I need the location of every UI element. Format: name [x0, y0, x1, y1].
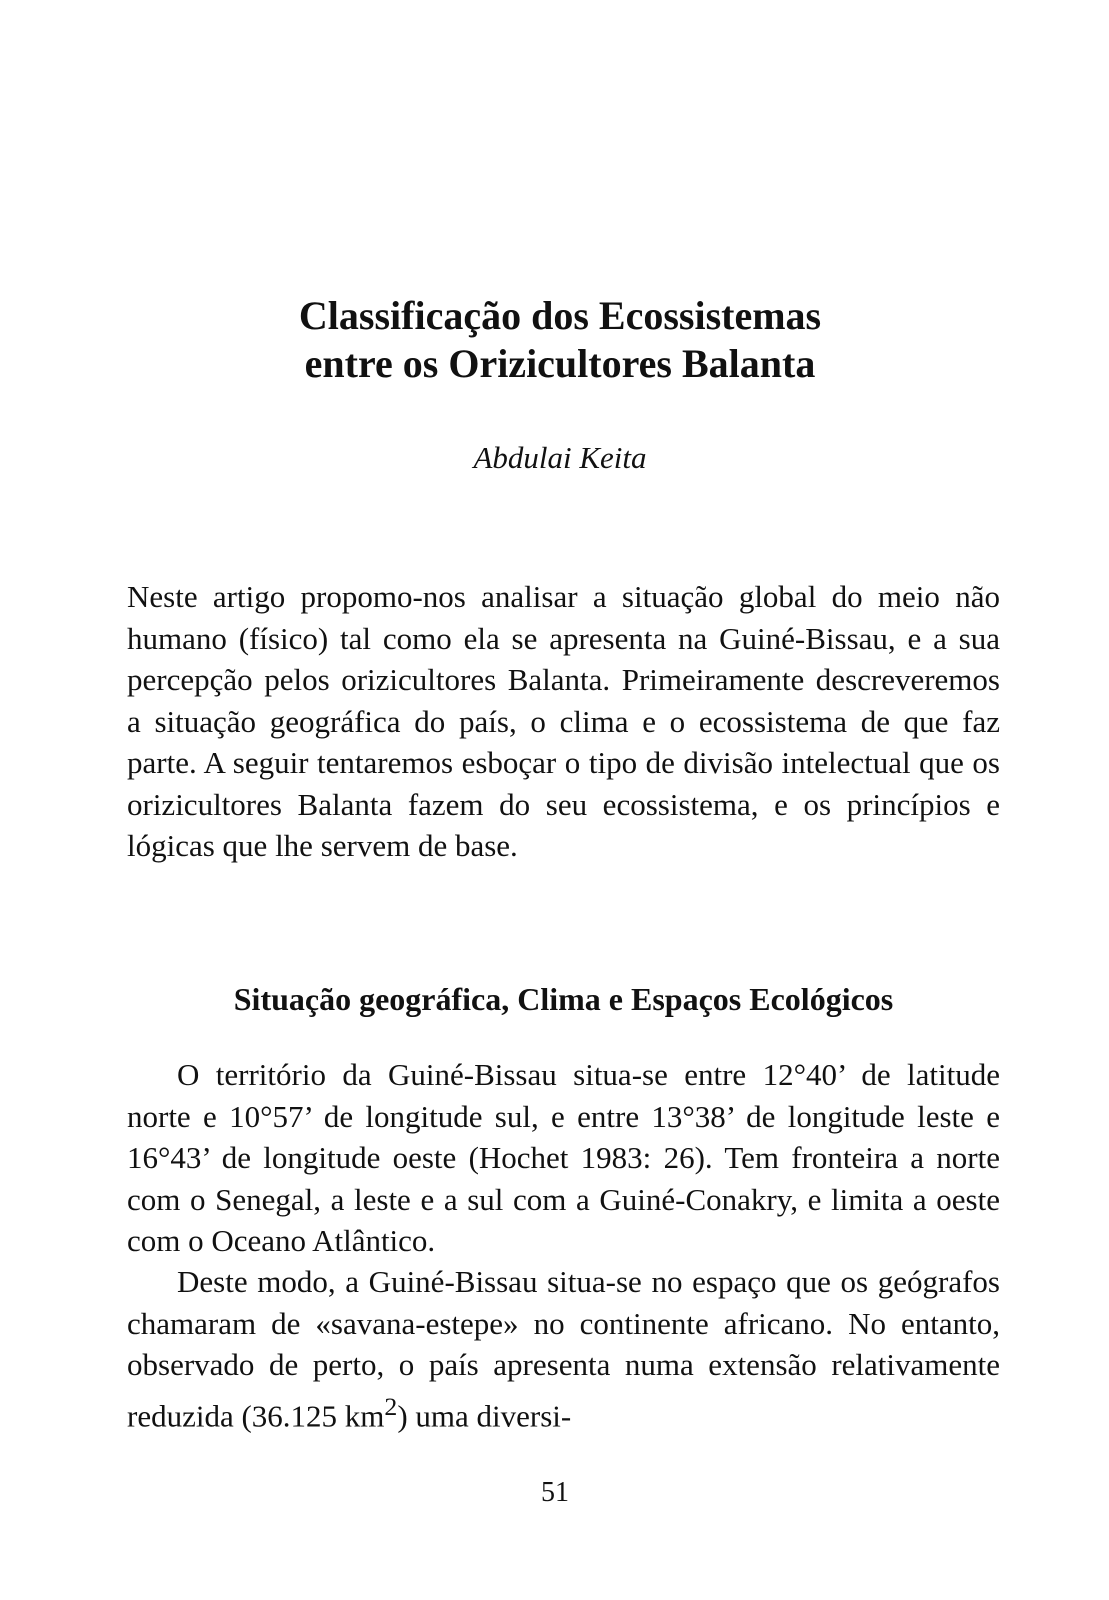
- body-paragraph-1: O território da Guiné-Bissau situa-se entre 12°40’ de latitude norte e 10°57’ de longitude sul, e entre 13°38’ de longitude leste e 16°43’ de longitude oeste (Hochet 1983: 26). Tem fronteira a norte com o Senegal, a leste e a sul com a Guiné-Conakry, e limita a oeste com o Oceano Atlântico.: [127, 1057, 1000, 1258]
- article-title-line-2: entre os Orizicultores Balanta: [304, 341, 816, 386]
- body-paragraph-2: [127, 1261, 1000, 1436]
- body-paragraph-2-text: Deste modo, a Guiné-Bissau situa-se no espaço que os geógrafos chamaram de «savana-estepe» no continente africano. No entanto, observado de perto, o país apresenta numa extensão relativamente reduzida (36.125 km: [127, 1264, 1000, 1433]
- article-title: [200, 292, 920, 388]
- article-author: Abdulai Keita: [473, 440, 647, 475]
- superscript-exponent: 2: [384, 1391, 398, 1421]
- section-heading: Situação geográfica, Clima e Espaços Ecológicos: [233, 981, 894, 1017]
- abstract-paragraph: Neste artigo propomo-nos analisar a situação global do meio não humano (físico) tal como ela se apresenta na Guiné-Bissau, e a sua percepção pelos orizicultores Balanta. Primeiramente descreveremos a situação geográfica do país, o clima e o ecossistema de que faz parte. A seguir tentaremos esboçar o tipo de divisão intelectual que os orizicultores Balanta fazem do seu ecossistema, e os princípios e lógicas que lhe servem de base.: [127, 579, 1000, 863]
- body-paragraph-2-tail: ) uma diversi-: [397, 1397, 572, 1433]
- page-number: 51: [541, 1477, 569, 1508]
- article-title-line-1: Classificação dos Ecossistemas: [298, 293, 822, 338]
